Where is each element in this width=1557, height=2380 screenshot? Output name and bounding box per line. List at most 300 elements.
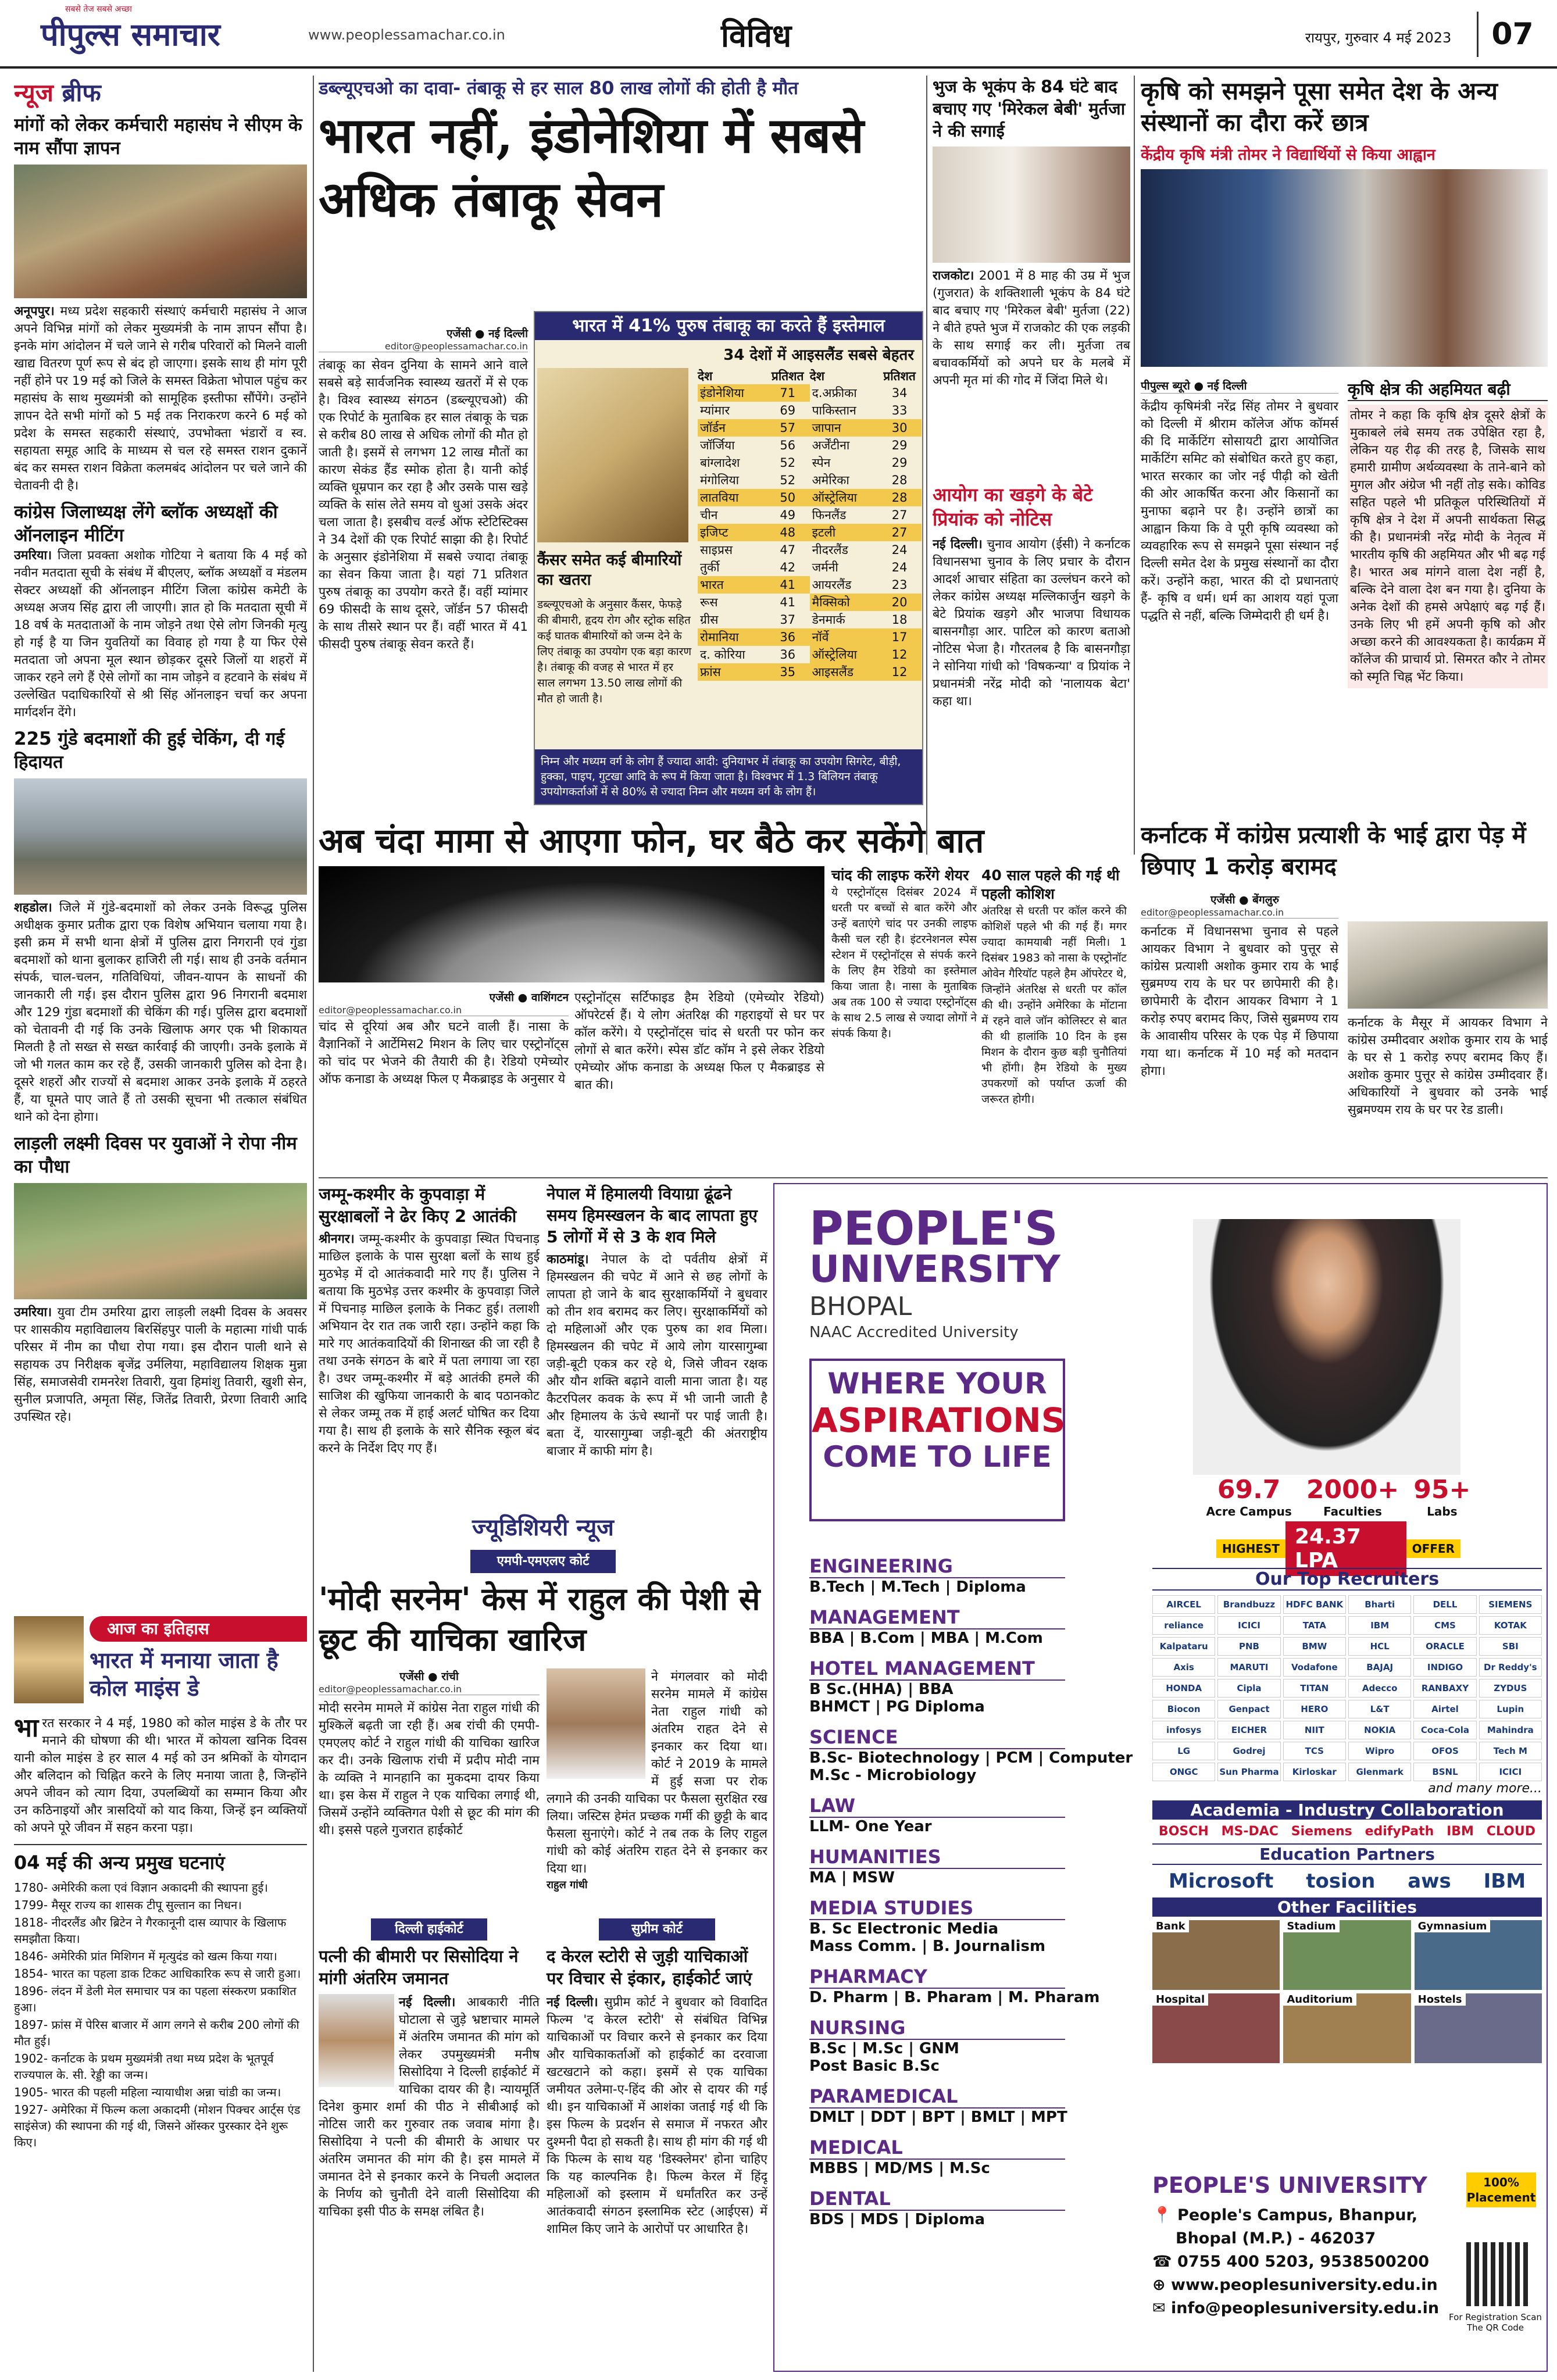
event-item: 1854- भारत का पहला डाक टिकट आधिकारिक रूप से जारी हुआ। — [14, 1967, 301, 1981]
country-cell: पाकिस्तान — [812, 403, 856, 417]
ad-stats — [1199, 1475, 1478, 1518]
history-title: भारत में मनाया जाता है कोल माइंस डे — [90, 1648, 278, 1701]
package-offer: OFFER — [1406, 1539, 1460, 1558]
program-heading: NURSING — [809, 2017, 1065, 2040]
address-line1: People's Campus, Bhanpur, — [1177, 2206, 1418, 2224]
recruiter-logo: INDIGO — [1413, 1658, 1476, 1677]
program-heading: HUMANITIES — [809, 1846, 1065, 1869]
cancer-body: डब्ल्यूएचओ के अनुसार कैंसर, फेफड़े की बीमारी, हृदय रोग और स्ट्रोक सहित कई घातक बीमारियों को जन्म देने के लिए तंबाकू का उपयोग एक बड़ा कारण है। तंबाकू की वजह से भारत में हर साल लगभग 13.50 लाख लोगों की मौत हो जाती है। — [537, 598, 692, 705]
percent-cell: 27 — [891, 508, 908, 522]
country-cell: मैक्सिको — [810, 594, 878, 611]
recruiter-logo: reliance — [1152, 1616, 1215, 1635]
percent-cell: 57 — [766, 419, 810, 437]
percent-cell: 24 — [891, 543, 908, 557]
program-courses: M.Sc - Microbiology — [809, 1767, 977, 1784]
partner-logo: aws — [1408, 1870, 1451, 1893]
agri-side-body: तोमर ने कहा कि कृषि क्षेत्र दूसरे क्षेत्रों के मुकाबले लंबे समय तक उपेक्षित रहा है, लेकिन यह रीढ़ की तरह है, जिसके साथ हमारी ग्रामीण अर्थव्यवस्था के ताने-बाने को मुगल और अंग्रेज भी नहीं तोड़ सके। कोविड सहित पहले भी प्रतिकूल परिस्थितियों में कृषि क्षेत्र ने देश में अपनी सार्थकता सिद्ध की है। प्रधानमंत्री नरेंद्र मोदी के नेतृत्व में भारतीय कृषि की अहमियत और भी बढ़ गई है। भारत अब मांगने वाला देश नहीं है, बल्कि देने वाला देश बन गया है। दुनिया के अनेक देशों की हमसे अपेक्षाएं बढ़ गई हैं। उनके लिए भी हमें अपनी कृषि को और अच्छा करने की आवश्यकता है। कार्यक्रम में कॉलेज की प्राचार्य प्रो. सिमरत कौर ने तोमर को स्मृति चिह्न भेंट किया। — [1348, 405, 1548, 688]
recruiter-logo: infosys — [1152, 1721, 1215, 1739]
country-cell: जॉर्जिया — [700, 438, 735, 452]
events-title: 04 मई की अन्य प्रमुख घटनाएं — [14, 1844, 307, 1875]
ad-tagline — [809, 1359, 1065, 1521]
location-icon: 📍 — [1152, 2206, 1172, 2224]
recruiter-logo: Axis — [1152, 1658, 1215, 1677]
event-item: 1780- अमेरिकी कला एवं विज्ञान अकादमी की स्थापना हुई। — [14, 1881, 268, 1895]
percent-cell: 12 — [877, 663, 922, 681]
program-courses: LLM- One Year — [809, 1818, 932, 1835]
table-row — [698, 646, 922, 663]
cancer-title: कैंसर समेत कई बीमारियों का खतरा — [537, 551, 682, 589]
program-heading: HOTEL MANAGEMENT — [809, 1657, 1065, 1681]
notice-story — [933, 483, 1130, 831]
website-link[interactable]: www.peoplesuniversity.edu.in — [1171, 2276, 1438, 2294]
country-cell: ग्रीस — [700, 613, 719, 627]
program-heading: SCIENCE — [809, 1726, 1065, 1749]
ad-name-line1: PEOPLE'S — [809, 1202, 1058, 1256]
stat-label: Faculties — [1323, 1505, 1382, 1518]
facility-tile — [1415, 1993, 1542, 2063]
moon-box-title: चांद की लाइफ करेंगे शेयर — [831, 867, 969, 884]
percent-cell: 12 — [877, 646, 922, 663]
stat-block — [1413, 1475, 1470, 1518]
recruiter-logo: PNB — [1217, 1637, 1280, 1656]
nepal-body: नेपाल के दो पर्वतीय क्षेत्रों में हिमस्खलन की चपेट में आने से छह लोगों के लापता हो जाने के बाद सुरक्षाकर्मियों ने बुधवार को तीन शव बरामद कर लिए। सुरक्षाकर्मियों को दो महिलाओं और एक पुरुष का शव मिला। हिमस्खलन की चपेट में आये लोग यारसागुम्बा जड़ी-बूटी एकत्र कर रहे थे, जिसे जीवन रक्षक और यौन शक्ति बढ़ाने वाली माना जाता है। यह कैटरपिलर कवक के रूप में भी जानी जाती है और हिमालय के ऊंचे स्थानों पर पाई जाती है। बता दें, यारसागुम्बा जड़ी-बूटी की अंतराष्ट्रीय बाजार में काफी मांग है। — [547, 1252, 767, 1459]
country-cell: द. कोरिया — [700, 648, 745, 662]
hourglass-icon — [14, 1616, 84, 1703]
recruiter-logo: Airtel — [1413, 1700, 1476, 1718]
country-cell: स्पेन — [812, 456, 831, 470]
percent-cell: 34 — [891, 386, 908, 400]
recruiter-logo: Biocon — [1152, 1700, 1215, 1718]
facility-label: Stadium — [1283, 1920, 1339, 1932]
facility-tile — [1283, 1920, 1410, 1990]
stat-block — [1206, 1475, 1292, 1518]
masthead — [0, 0, 1557, 69]
email-link[interactable]: info@peoplesuniversity.edu.in — [1171, 2299, 1440, 2317]
agri-deck: केंद्रीय कृषि मंत्री तोमर ने विद्यार्थियों से किया आह्वान — [1141, 146, 1435, 164]
protest-photo — [14, 165, 307, 298]
jk-story — [319, 1183, 540, 1509]
recruiter-logo: NOKIA — [1348, 1721, 1411, 1739]
column-rule — [926, 76, 927, 855]
notice-place: नई दिल्ली। — [933, 537, 983, 552]
news-brief — [14, 76, 307, 1610]
program-courses: BHMCT | PG Diploma — [809, 1698, 985, 1716]
rahul-caption: राहुल गांधी — [547, 1879, 588, 1891]
program-heading: PARAMEDICAL — [809, 2085, 1065, 2109]
tobacco-story — [319, 76, 923, 814]
program-item — [809, 1606, 1135, 1647]
recruiter-logo: Brandbuzz — [1217, 1595, 1280, 1614]
placement-label: Placement — [1466, 2190, 1536, 2204]
column-rule — [1134, 76, 1135, 855]
recruiter-logo: Godrej — [1217, 1742, 1280, 1760]
recruiter-logo: Glenmark — [1348, 1763, 1411, 1781]
program-item — [809, 2136, 1135, 2177]
country-cell: जापान — [810, 419, 878, 437]
program-courses: MA | MSW — [809, 1869, 895, 1886]
brief-place: शहडोल। — [14, 900, 52, 915]
recruiter-logo: BSNL — [1413, 1763, 1476, 1781]
percent-cell: 27 — [877, 524, 922, 541]
country-cell: तुर्की — [700, 560, 720, 574]
brief-body: युवा टीम उमरिया द्वारा लाड़ली लक्ष्मी दिवस के अवसर पर शासकीय महाविद्यालय बिरसिंहपुर पाली के महात्मा गांधी पार्क परिसर में नीम का पौधा रोपा गया। इस दौरान पाली थाने से सहायक उप निरीक्षक बृजेंद्र उर्मलिया, महाविद्यालय शिक्षक मुन्ना सिंह, समाजसेवी रामनरेश तिवारी, युवा हिमांशु तिवारी, खुशी सेन, सुनील प्रजापति, अमृता सिंह, जितेंद्र तिवारी, प्रेरणा तिवारी आदि उपस्थित रहे। — [14, 1305, 307, 1424]
country-cell: इंडोनेशिया — [698, 384, 766, 402]
program-courses: Mass Comm. | B. Journalism — [809, 1938, 1046, 1955]
brief-body: जिला प्रवक्ता अशोक गोटिया ने बताया कि 4 मई को नवीन मतदाता सूची के संबंध में बीएलए, ब्लॉक अध्यक्षों व मंडलम सेक्टर अध्यक्षों की ऑनलाइन मीटिंग जिला कांग्रेस कमेटी के अध्यक्ष अजय सिंह द्वारा ली जाएगी। ज्ञात हो कि मतदाता सूची में 18 वर्ष के मतदाताओं के नाम जोड़ने तथा ऐसे लोग जिनकी मृत्यु हो गई है या जिन युवतियों का विवाह हो गया है या फिर ऐसे मतदाता जो अपना मूल स्थान छोड़कर दूसरे जिलों या शहरों में जाकर रहने लगे हैं ऐसे लोगों का नाम जोड़ने व हटवाने के संबंध में उल्लेखित पदाधिकारियों से श्री सिंह ऑनलाइन चर्चा कर अपना मार्गदर्शन देंगे। — [14, 548, 307, 720]
event-item: 1902- कर्नाटक के प्रथम मुख्यमंत्री तथा मध्य प्रदेश के भूतपूर्व राज्यपाल के. सी. रेड्डी का जन्म। — [14, 2052, 274, 2082]
brand-logo[interactable]: पीपुल्स समाचार — [41, 16, 220, 53]
facility-label: Bank — [1152, 1920, 1189, 1932]
recruiter-logo: TCS — [1283, 1742, 1346, 1760]
moon-box-body: अंतरिक्ष से धरती पर कॉल करने की कोशिशें पहले भी की गई हैं। मगर ज्यादा कामयाबी नहीं मिली। 1 दिसंबर 1983 को नासा के एस्ट्रोनॉट ओवेन गैरियॉट पहले हैम ऑपरेटर थे, जिन्होंने अंतरिक्ष से धरती पर कॉल की थी। उन्होंने अमेरिका के मोंटाना में रहने वाले जॉन कोलिस्टर से बात की थी हालांकि 10 दिन के इस मिशन के दौरान कुछ बड़ी चुनौतियां भी होंगी। हैम रेडियो के मुख्य उपकरणों को पर्याप्त ऊर्जा की जरूरत होगी। — [981, 905, 1127, 1106]
country-cell: अमेरिका — [812, 473, 849, 487]
country-cell: जर्मनी — [812, 560, 838, 574]
ad-tagline-3: COME TO LIFE — [823, 1440, 1052, 1474]
event-item: 1896- लंदन में डेली मेल समाचार पत्र का पहला संस्करण प्रकाशित हुआ। — [14, 1984, 297, 2014]
placement-badge — [1466, 2172, 1536, 2207]
ad-tagline-1: WHERE YOUR — [827, 1367, 1047, 1400]
table-row — [698, 471, 922, 489]
stat-block — [1306, 1475, 1399, 1518]
recruiter-logo: ZYDUS — [1479, 1679, 1542, 1698]
table-row — [698, 576, 922, 594]
agri-body: केंद्रीय कृषिमंत्री नरेंद्र सिंह तोमर ने बुधवार को दिल्ली में श्रीराम कॉलेज ऑफ कॉमर्स की दि मार्केटिंग सोसायटी द्वारा आयोजित मार्केटिंग समिट को संबोधित करते हुए कहा, भारत सरकार का जोर नई पीढ़ी को खेती की ओर आकर्षित करना और किसानों का मुनाफा बढ़ाने पर है। उन्होंने छात्रों का आह्वान किया कि वे पूरी कृषि व्यवस्था को व्यवहारिक रूप से समझने पूसा संस्थान नई दिल्ली समेत देश के प्रमुख संस्थानों का दौरा करें। उन्होंने कहा, भारत की दो प्रधानताएं हैं- कृषि व धर्म। धर्म का आशय यहां पूजा पद्धति से नहीं, बल्कि जिम्मेदारी ही धर्म है। — [1141, 399, 1338, 623]
jk-place: श्रीनगर। — [319, 1232, 355, 1246]
percent-cell: 69 — [780, 403, 796, 417]
brief-headline: मांगों को लेकर कर्मचारी महासंघ ने सीएम के नाम सौंपा ज्ञापन — [14, 115, 302, 159]
percent-cell: 20 — [877, 594, 922, 611]
country-cell: आइसलैंड — [810, 663, 878, 681]
percent-cell: 41 — [766, 576, 810, 594]
program-heading: LAW — [809, 1795, 1065, 1818]
page-number: 07 — [1477, 12, 1547, 57]
facility-label: Gymnasium — [1415, 1920, 1491, 1932]
program-item — [809, 1795, 1135, 1835]
recruiter-logo: HERO — [1283, 1700, 1346, 1718]
phone-icon: ☎ — [1152, 2253, 1172, 2271]
cash-photo — [1348, 921, 1548, 1009]
recruiter-logo: Coca-Cola — [1413, 1721, 1476, 1739]
infobox-subtitle: 34 देशों में आइसलैंड सबसे बेहतर — [723, 346, 914, 364]
court-tag: दिल्ली हाईकोर्ट — [371, 1918, 487, 1941]
percent-cell: 37 — [780, 613, 796, 627]
facilities-title: Other Facilities — [1152, 1897, 1542, 1917]
percent-cell: 29 — [891, 456, 908, 470]
table-row — [698, 663, 922, 681]
byline-email[interactable]: editor@peoplessamachar.co.in — [319, 341, 528, 352]
percent-cell: 50 — [766, 489, 810, 506]
recruiter-logo: Bharti — [1348, 1595, 1411, 1614]
col-pct: प्रतिशत — [883, 369, 916, 383]
brief-headline: 225 गुंडे बदमाशों की हुई चेकिंग, दी गई हिदायत — [14, 728, 285, 773]
percent-cell: 36 — [780, 648, 796, 662]
partners-title: Education Partners — [1152, 1843, 1542, 1865]
package-lpa: 24.37 LPA — [1285, 1521, 1406, 1576]
program-courses: D. Pharm | B. Pharam | M. Pharam — [809, 1989, 1100, 2006]
country-cell: लातविया — [698, 489, 766, 506]
table-row — [698, 611, 922, 628]
academia-logo: IBM — [1447, 1824, 1474, 1839]
brief-body: जिले में गुंडे-बदमाशों को लेकर उनके विरूद्ध पुलिस अधीक्षक कुमार प्रतीक द्वारा एक विशेष अभियान चलाया गया है। इसी क्रम में सभी थाना क्षेत्रों में पुलिस द्वारा निगरानी एवं गुंडा बदमाशों को थाना बुलाकर हाजिरी ली गई। साथ ही उनके वर्तमान संपर्क, चाल-चलन, गतिविधियां, जीवन-यापन के साधनों की जानकारी ली गई। इस दौरान पुलिस द्वारा 96 निगरानी बदमाश और 129 गुंडा बदमाशों की चेकिंग की गई। पुलिस द्वारा बदमाशों को चेतावनी दी गई कि उनके खिलाफ अगर एक भी शिकायत मिलती है तो सख्त से सख्त कार्रवाई की जाएगी। उनके इलाके में जो भी गलत काम कर रहे हैं, उसकी जानकारी पुलिस को देना है। दूसरे शहरों और राज्यों से बदमाश आकर उनके इलाके में ठहरते हैं, या घूमते पाए जाते हैं तो उसकी सूचना भी तत्काल संबंधित थाने को देना होगा। — [14, 900, 307, 1124]
program-item — [809, 1846, 1135, 1886]
byline-email[interactable]: editor@peoplessamachar.co.in — [1141, 907, 1338, 919]
recruiter-logo: Kirloskar — [1283, 1763, 1346, 1781]
percent-cell: 18 — [891, 613, 908, 627]
program-item — [809, 1726, 1135, 1784]
program-heading: ENGINEERING — [809, 1555, 1065, 1578]
facility-tile — [1152, 1920, 1280, 1990]
brief-place: उमरिया। — [14, 1305, 52, 1320]
percent-cell: 24 — [891, 560, 908, 574]
nepal-headline: नेपाल में हिमालयी वियाग्रा ढूंढने समय हिमस्खलन के बाद लापता हुए 5 लोगों में से 3 के शव मिले — [547, 1184, 758, 1246]
academia-logo: CLOUD — [1486, 1824, 1536, 1839]
karnataka-body: कर्नाटक में विधानसभा चुनाव से पहले आयकर विभाग ने बुधवार को पुत्तूर से कांग्रेस प्रत्याशी अशोक कुमार राय के भाई सुब्रमण्य राय के घर पर छापेमारी की है। छापेमारी के दौरान आयकर विभाग ने 1 करोड़ रुपए बरामद किए, जिसे सुब्रमण्य राय के आवासीय परिसर के एक पेड़ में छिपाया गया था। कर्नाटक में 10 मई को मतदान होगा। — [1141, 924, 1338, 1078]
event-item: 1818- नीदरलैंड और ब्रिटेन ने गैरकानूनी दास व्यापार के खिलाफ समझौता किया। — [14, 1916, 287, 1946]
tobacco-headline: भारत नहीं, इंडोनेशिया में सबसे अधिक तंबाकू सेवन — [319, 106, 864, 228]
percent-cell: 28 — [891, 473, 908, 487]
recruiter-logo: Lupin — [1479, 1700, 1542, 1718]
byline-email[interactable]: editor@peoplessamachar.co.in — [319, 1684, 540, 1695]
recruiters-grid — [1152, 1595, 1542, 1781]
program-item — [809, 2188, 1135, 2228]
police-photo — [14, 778, 307, 895]
program-courses: DMLT | DDT | BPT | BMLT | MPT — [809, 2109, 1067, 2126]
placement-pct: 100% — [1483, 2175, 1519, 2189]
site-url[interactable]: www.peoplessamachar.co.in — [308, 27, 505, 43]
facility-tile — [1152, 1993, 1280, 2063]
country-cell: इटली — [810, 524, 878, 541]
judiciary-tag: एमपी-एमएलए कोर्ट — [470, 1550, 616, 1573]
bhuj-story — [933, 76, 1130, 448]
stat-value: 69.7 — [1217, 1475, 1281, 1505]
column-rule — [313, 76, 314, 2372]
program-courses: B. Sc Electronic Media — [809, 1920, 999, 1938]
recruiter-logo: Kalpataru — [1152, 1637, 1215, 1656]
dateline: रायपुर, गुरुवार 4 मई 2023 — [1305, 30, 1452, 46]
table-row — [698, 402, 922, 419]
brand-tagline: सबसे तेज सबसे अच्छा — [65, 5, 132, 14]
facility-tile — [1415, 1920, 1542, 1990]
nepal-story — [547, 1183, 767, 1509]
recruiter-logo: ICICI — [1217, 1616, 1280, 1635]
bhuj-headline: भुज के भूकंप के 84 घंटे बाद बचाए गए 'मिरेकल बेबी' मुर्तजा ने की सगाई — [933, 77, 1126, 141]
recruiter-logo: HONDA — [1152, 1679, 1215, 1698]
recruiter-logo: SIEMENS — [1479, 1595, 1542, 1614]
recruiter-logo: LG — [1152, 1742, 1215, 1760]
recruiter-logo: KOTAK — [1479, 1616, 1542, 1635]
history-dropcap: भा — [14, 1713, 39, 1743]
ad-footer — [1152, 2172, 1542, 2364]
recruiter-logo: Genpact — [1217, 1700, 1280, 1718]
country-cell: जॉर्डन — [698, 419, 766, 437]
judiciary-body: मोदी सरनेम मामले में कांग्रेस नेता राहुल गांधी की मुश्किलें बढ़ती जा रही हैं। अब रांची की एमपी-एमएलए कोर्ट ने राहुल गांधी की याचिका खारिज कर दी। उनके खिलाफ रांची में प्रदीप मोदी नाम के व्यक्ति ने मानहानि का मुकदमा दायर किया था। इस केस में राहुल ने एक याचिका लगाई थी, जिसमें उन्होंने व्यक्तिगत पेशी से छूट की मांग की थी। इससे पहले गुजरात हाईकोर्ट — [319, 1701, 540, 1838]
ad-tagline-2: ASPIRATIONS — [812, 1400, 1066, 1440]
byline: एजेंसी ● बेंगलुरु — [1210, 894, 1279, 906]
table-row — [698, 506, 922, 524]
stat-label: Labs — [1427, 1505, 1458, 1518]
country-cell: फिनलैंड — [812, 508, 847, 522]
table-row — [698, 559, 922, 576]
notice-headline: आयोग का खड़गे के बेटे प्रियांक को नोटिस — [933, 484, 1093, 530]
recruiter-logo: Vodafone — [1283, 1658, 1346, 1677]
recruiter-logo: ORACLE — [1413, 1637, 1476, 1656]
moon-story — [319, 820, 1127, 1174]
table-row — [698, 437, 922, 454]
tobacco-kicker: डब्ल्यूएचओ का दावा- तंबाकू से हर साल 80 लाख लोगों की होती है मौत — [319, 78, 798, 99]
bhuj-place: राजकोट। — [933, 269, 974, 283]
student-photo — [1193, 1219, 1460, 1475]
partners-row — [1152, 1870, 1542, 1893]
country-cell: मंगोलिया — [700, 473, 740, 487]
recruiter-logo: Cipla — [1217, 1679, 1280, 1698]
agri-side-title: कृषि क्षेत्र की अहमियत बढ़ी — [1348, 378, 1548, 401]
karnataka-story — [1141, 820, 1548, 1168]
program-courses: BDS | MDS | Diploma — [809, 2211, 985, 2228]
program-item — [809, 1555, 1135, 1596]
partner-logo: Microsoft — [1168, 1870, 1274, 1893]
recruiter-logo: SBI — [1479, 1637, 1542, 1656]
percent-cell: 35 — [766, 663, 810, 681]
brief-body: मध्य प्रदेश सहकारी संस्थाएं कर्मचारी महासंघ ने आज अपने विभिन्न मांगों को लेकर मुख्यमंत्री के नाम ज्ञापन सौंपा है। इनके मांग आंदोलन में चले जाने से गरीब परिवारों को मिलने वाली खाद्य वितरण पूर्ण रूप से बंद हो जाएगा। इसके साथ ही मांग पूरी नहीं होने पर 19 मई को जिले के समस्त विक्रेता भोपाल पहुंच कर महासंघ के साथ मुख्यमंत्री को सामूहिक इस्तीफा सौंपेंगे। उन्होंने ज्ञापन देते सभी मांगों को 5 मई तक निराकरण करने 6 मई को प्रदेश के समस्त सहकारी संस्थाएं, उपभोक्ता भंडारों व स्व. सहायता समूह आदि के माध्यम से चल रहे समस्त राशन दुकानें बंद कर समस्त राशन विक्रेता कलमबंद आंदोलन पर चले जाने की चेतावनी दी है। — [14, 304, 307, 493]
brief-tag: ब्रीफ — [62, 78, 101, 107]
percent-cell: 36 — [766, 628, 810, 646]
program-item — [809, 1966, 1135, 2006]
recruiter-logo: IBM — [1348, 1616, 1411, 1635]
recruiter-logo: Wipro — [1348, 1742, 1411, 1760]
events-list — [14, 1879, 307, 2150]
recruiter-logo: NIIT — [1283, 1721, 1346, 1739]
academia-logo: edifyPath — [1365, 1824, 1434, 1839]
ad-city: BHOPAL — [809, 1292, 912, 1321]
tobacco-infobox — [534, 311, 923, 805]
recruiter-logo: DELL — [1413, 1595, 1476, 1614]
country-cell: भारत — [698, 576, 766, 594]
history-label: आज का इतिहास — [90, 1616, 307, 1642]
ad-name-line2: UNIVERSITY — [809, 1248, 1060, 1291]
recruiter-logo: BAJAJ — [1348, 1658, 1411, 1677]
academia-row — [1152, 1824, 1542, 1839]
program-item — [809, 1897, 1135, 1955]
percent-cell: 71 — [766, 384, 810, 402]
address-line2: Bhopal (M.P.) - 462037 — [1176, 2229, 1376, 2247]
program-heading: MEDICAL — [809, 2136, 1065, 2160]
percent-cell: 56 — [780, 438, 796, 452]
court-headline: द केरल स्टोरी से जुड़ी याचिकाओं पर विचार से इंकार, हाईकोर्ट जाएं — [547, 1946, 752, 1988]
moon-body: चांद से दूरियां अब और घटने वाली हैं। नासा के वैज्ञानिकों ने आर्टेमिस2 मिशन के लिए चार एस्ट्रोनॉट्स को चांद पर भेजने की तैयारी की है। रेडियो एमेच्योर ऑफ कनाडा के अध्यक्ष फिल ए मैकब्राइड के अनुसार ये — [319, 1020, 569, 1087]
stat-label: Acre Campus — [1206, 1505, 1292, 1518]
brief-headline: लाड़ली लक्ष्मी दिवस पर युवाओं ने रोपा नीम का पौधा — [14, 1133, 297, 1177]
ad-naac: NAAC Accredited University — [809, 1324, 1019, 1341]
event-item: 1846- अमेरिकी प्रांत मिशिगन में मृत्युदंड को खत्म किया गया। — [14, 1949, 277, 1963]
program-courses: B Sc.(HHA) | BBA — [809, 1681, 954, 1698]
judiciary-headline: 'मोदी सरनेम' केस में राहुल की पेशी से छूट की याचिका खारिज — [319, 1581, 760, 1658]
table-row — [698, 384, 922, 402]
program-heading: DENTAL — [809, 2188, 1065, 2211]
partner-logo: tosion — [1306, 1870, 1376, 1893]
recruiter-logo: CMS — [1413, 1616, 1476, 1635]
academia-logo: MS-DAC — [1221, 1824, 1279, 1839]
country-cell: द.अफ्रीका — [812, 386, 857, 400]
stat-value: 95+ — [1413, 1475, 1471, 1505]
recruiter-logo: ONGC — [1152, 1763, 1215, 1781]
court-headline: पत्नी की बीमारी पर सिसोदिया ने मांगी अंतरिम जमानत — [319, 1946, 519, 1988]
academia-logo: BOSCH — [1158, 1824, 1209, 1839]
plantation-photo — [14, 1183, 307, 1299]
phone-number[interactable]: 0755 400 5203, 9538500200 — [1177, 2253, 1430, 2271]
percent-cell: 52 — [780, 456, 796, 470]
court-tag: सुप्रीम कोर्ट — [599, 1918, 715, 1941]
recruiter-logo: HCL — [1348, 1637, 1411, 1656]
agri-story — [1141, 76, 1548, 814]
program-courses: MBBS | MD/MS | M.Sc — [809, 2160, 990, 2177]
academia-logo: Siemens — [1291, 1824, 1352, 1839]
karnataka-headline: कर्नाटक में कांग्रेस प्रत्याशी के भाई द्वारा पेड़ में छिपाए 1 करोड़ बरामद — [1141, 822, 1526, 880]
section-divider — [319, 1177, 1548, 1178]
university-ad[interactable] — [773, 1183, 1548, 2372]
recruiter-logo: EICHER — [1217, 1721, 1280, 1739]
program-courses: B.Tech | M.Tech | Diploma — [809, 1578, 1026, 1596]
percent-cell: 52 — [780, 473, 796, 487]
recruiter-logo: OFOS — [1413, 1742, 1476, 1760]
package-highest: HIGHEST — [1216, 1539, 1285, 1558]
judiciary-body: ने मंगलवार को मोदी सरनेम मामले में कांग्रेस नेता राहुल गांधी को अंतरिम राहत देने से इनकार कर दिया था। कोर्ट ने 2019 के मामले में हुई सजा पर रोक लगाने की उनकी याचिका पर फैसला सुरक्षित रख लिया। जस्टिस हेमंत प्रच्छक गर्मी की छुट्टी के बाद फैसला सुनाएंगे। कोर्ट ने तब तक के लिए राहुल गांधी को कोई अंतरिम राहत देने से इनकार कर दिया था। — [547, 1670, 767, 1876]
country-cell: फ्रांस — [698, 663, 766, 681]
percent-cell: 48 — [766, 524, 810, 541]
bhuj-body: 2001 में 8 माह की उम्र में भुज (गुजरात) के शक्तिशाली भूकंप के 84 घंटे बाद बचाए गए 'मिरेकल बेबी' मुर्तजा (22) ने बीते हफ्ते भुज में राजकोट की एक लड़की के साथ सगाई कर ली। मुर्तजा तब बचावकर्मियों को अपने घर के मलबे में अपनी मृत मां की गोद में जिंदा मिले थे। — [933, 269, 1130, 388]
brief-place: अनूपपुर। — [14, 304, 55, 319]
table-row — [698, 454, 922, 471]
program-heading: MEDIA STUDIES — [809, 1897, 1065, 1920]
jk-body: जम्मू-कश्मीर के कुपवाड़ा स्थित पिचनाड़ माछिल इलाके के पास सुरक्षा बलों के साथ हुई मुठभेड़ में दो आतंकवादी मारे गए हैं। पुलिस ने बताया कि मुठभेड़ उत्तर कश्मीर के कुपवाड़ा जिले में पिचनाड़ माछिल इलाके के निकट हुई। तलाशी अभियान देर रात तक जारी रहा। उन्होंने कहा कि मारे गए आतंकवादियों की शिनाख्त की जा रही है तथा उनके संगठन के बारे में पता लगाया जा रहा है। उधर जम्मू-कश्मीर में बड़े आतंकी हमले की साजिश की खुफिया जानकारी के बाद पठानकोट से लेकर जम्मू तक में हाई अलर्ट घोषित कर दिया गया है। साथ ही इलाके के सारे सैनिक स्कूल बंद करने के निर्देश दिए गए हैं। — [319, 1232, 540, 1456]
facility-label: Auditorium — [1283, 1993, 1356, 2006]
country-cell: नीदरलैंड — [812, 543, 848, 557]
byline-email[interactable]: editor@peoplessamachar.co.in — [319, 1005, 569, 1016]
country-cell: नॉर्वे — [810, 628, 878, 646]
program-courses: Post Basic B.Sc — [809, 2057, 940, 2075]
byline: एजेंसी ● रांची — [399, 1670, 459, 1683]
tobacco-body: तंबाकू का सेवन दुनिया के सामने आने वाले सबसे बड़े सार्वजनिक स्वास्थ्य खतरों में से एक है। विश्व स्वास्थ्य संगठन (डब्ल्यूएचओ) की एक रिपोर्ट के मुताबिक हर साल तंबाकू के चक्र से करीब 80 लाख से अधिक लोगों की मौत हो जाती है। इसमें से लगभग 12 लाख मौतों का कारण सेकंड हैंड स्मोक होता है। यानी कोई व्यक्ति धूम्रपान कर रहा है और उसके पास खड़े व्यक्ति के सांस लेते समय वो धुआं उसके अंदर चला जाता है। इसबीच वर्ल्ड ऑफ स्टेटिस्टिक्स ने 34 देशों की एक रिपोर्ट साझा की है। रिपोर्ट के अनुसार इंडोनेशिया में सबसे ज्यादा तंबाकू का सेवन किया जाता है। यहां 71 प्रतिशत पुरुष तंबाकू का उपयोग करते हैं। वहीं म्यांमार 69 फीसदी के साथ दूसरे, जॉर्डन 57 फीसदी के साथ तीसरे स्थान पर हैं। वहीं भारत में 41 फीसदी पुरुष तंबाकू सेवन करते हैं। — [319, 358, 528, 652]
program-courses: B.Sc- Biotechnology | PCM | Computer — [809, 1749, 1133, 1767]
notice-body: चुनाव आयोग (ईसी) ने कर्नाटक विधानसभा चुनाव के लिए प्रचार के दौरान आदर्श आचार संहिता का उल्लंघन करने को लेकर कांग्रेस अध्यक्ष मल्लिकार्जुन खड़गे के बेटे प्रियांक खड़गे और भाजपा विधायक बासनगौड़ा आर. पाटिल को कारण बताओ नोटिस भेजा है। गौरतलब है कि बासनगौड़ा ने सोनिया गांधी को 'विषकन्या' व प्रियांक ने प्रधानमंत्री नरेंद्र मोदी को 'नालायक बेटा' कहा था। — [933, 537, 1130, 709]
percent-cell: 33 — [891, 403, 908, 417]
recruiter-logo: Sun Pharma — [1217, 1763, 1280, 1781]
event-item: 1799- मैसूर राज्य का शासक टीपू सुल्तान का निधन। — [14, 1898, 242, 1912]
program-heading: PHARMACY — [809, 1966, 1065, 1989]
court-body: सुप्रीम कोर्ट ने बुधवार को विवादित फिल्म 'द केरल स्टोरी' से संबंधित विभिन्न याचिकाओं पर विचार करने से इनकार कर दिया और याचिकाकर्ताओं को हाईकोर्ट का दरवाजा खटखटाने को कहा। इसमें से एक याचिका जमीयत उलेमा-ए-हिंद की ओर से दायर की गई थी। इन याचिकाओं में आशंका जताई गई थी कि इस फिल्म के प्रदर्शन से समाज में नफरत और दुश्मनी पैदा हो सकती है। साथ ही मांग की गई थी कि फिल्म के साथ यह 'डिस्क्लेमर' होना चाहिए कि यह काल्पनिक है। फिल्म केरल में हिंदू महिलाओं को इस्लाम में धर्मांतरित कर उन्हें आतंकवादी संगठन इस्लामिक स्टेट (आईएस) में शामिल किए जाने के आरोपों पर आधारित है। — [547, 1995, 767, 2236]
table-row — [698, 594, 922, 611]
moon-box-title: 40 साल पहले की गई थी पहली कोशिश — [981, 867, 1120, 902]
moon-headline: अब चंदा मामा से आएगा फोन, घर बैठे कर सकेंगे बात — [319, 821, 984, 860]
byline: पीपुल्स ब्यूरो ● नई दिल्ली — [1141, 378, 1338, 394]
program-item — [809, 1657, 1135, 1716]
byline: एजेंसी ● नई दिल्ली — [446, 327, 528, 340]
infobox-title: भारत में 41% पुरुष तंबाकू का करते हैं इस्तेमाल — [535, 312, 922, 340]
program-courses: B.Sc | M.Sc | GNM — [809, 2040, 959, 2057]
brief-headline: कांग्रेस जिलाध्यक्ष लेंगे ब्लॉक अध्यक्षों की ऑनलाइन मीटिंग — [14, 502, 278, 546]
court-body: आबकारी नीति घोटाला से जुड़े भ्रष्टाचार मामले में अंतरिम जमानत की मांग को लेकर उपमुख्यमंत्री मनीष सिसोदिया ने दिल्ली हाईकोर्ट में याचिका दायर की है। न्यायमूर्ति दिनेश कुमार शर्मा की पीठ ने सीबीआई को नोटिस जारी कर गुरुवार तक जवाब मांगा है। सिसोदिया ने पत्नी की बीमारी के आधार पर अंतरिम जमानत की मांग की है। इस मामले में जमानत देने से इनकार करने के निचली अदालत के निर्णय को चुनौती देने वाली सिसोदिया की याचिका इसी पीठ के समक्ष लंबित है। — [319, 1995, 540, 2219]
partner-logo: IBM — [1483, 1870, 1526, 1893]
program-courses: BBA | B.Com | MBA | M.Com — [809, 1629, 1043, 1647]
percent-cell: 28 — [877, 489, 922, 506]
nepal-place: काठमांडू। — [547, 1252, 589, 1267]
globe-icon: ⊕ — [1152, 2276, 1166, 2294]
qr-code[interactable] — [1466, 2242, 1530, 2306]
percent-cell: 29 — [891, 438, 908, 452]
academia-title: Academia - Industry Collaboration — [1152, 1800, 1542, 1820]
rahul-photo — [547, 1668, 645, 1779]
country-cell: इजिप्ट — [698, 524, 766, 541]
country-cell: चीन — [700, 508, 718, 522]
